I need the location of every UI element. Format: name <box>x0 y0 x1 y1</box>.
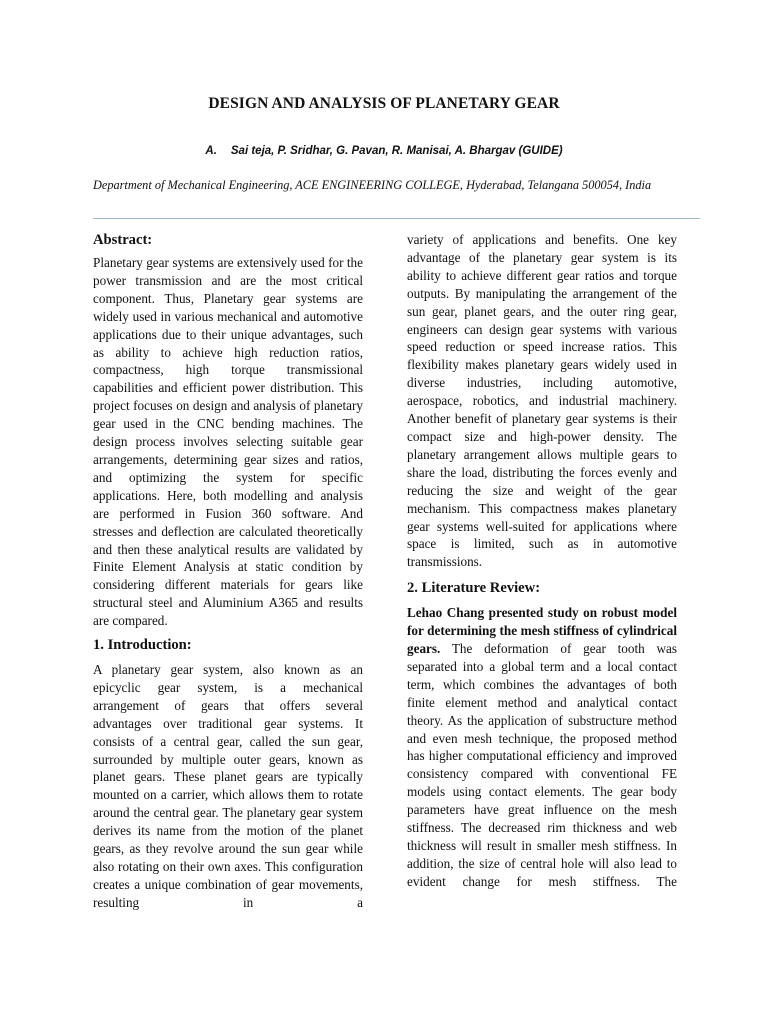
introduction-heading: 1. Introduction: <box>93 637 192 654</box>
right-column <box>407 231 677 891</box>
literature-lead-bold: Lehao Chang presented study on robust model for determining the mesh stiffness of cylindrical gears. <box>407 605 677 657</box>
literature-paragraph <box>407 604 677 891</box>
introduction-text-left: A planetary gear system, also known as an epicyclic gear system, is a mechanical arrangement of gears that offers several advantages over traditional gear systems. It consists of a central gear, called the sun gear, surrounded by multiple outer gears, known as planet gears. These planet gears are typically mounted on a carrier, which allows them to rotate around the central gear. The planetary gear system derives its name from the motion of the planet gears, as they revolve around the sun gear while also rotating on their own axes. This configuration creates a unique combination of gear movements, resulting in a <box>93 662 363 910</box>
literature-heading: 2. Literature Review: <box>407 580 541 597</box>
abstract-heading: Abstract: <box>93 232 153 248</box>
literature-text: The deformation of gear tooth was separated into a global term and a local contact term, which combines the advantages of both finite element method and analytical contact theory. As the application of substructure method and even mesh technique, the proposed method has higher computational efficiency and improved consistency compared with conventional FE models using contact elements. The gear body parameters have great influence on the mesh stiffness. The decreased rim thickness and web thickness will result in smaller mesh stiffness. In addition, the size of central hole will also lead to evident change for mesh stiffness. The <box>407 641 678 889</box>
introduction-block-left <box>93 661 363 912</box>
literature-block <box>407 604 677 891</box>
paper-title: DESIGN AND ANALYSIS OF PLANETARY GEAR <box>208 95 560 112</box>
affiliation: Department of Mechanical Engineering, ACE ENGINEERING COLLEGE, Hyderabad, Telangana 500054, India <box>93 178 652 192</box>
left-column <box>93 231 363 912</box>
author-list-marker: A. <box>205 145 217 157</box>
introduction-text-right: variety of applications and benefits. One key advantage of the planetary gear system is its ability to achieve different gear ratios and torque outputs. By manipulating the arrangement of the sun gear, planet gears, and the outer ring gear, engineers can design gear systems with various speed reduction or speed increase ratios. This flexibility makes planetary gears widely used in diverse industries, including automotive, aerospace, robotics, and industrial machinery. Another benefit of planetary gear systems is their compact size and high-power density. The planetary arrangement allows multiple gears to share the load, distributing the forces evenly and reducing the size and weight of the gear mechanism. This compactness makes planetary gear systems well-suited for applications where space is limited, such as in automotive transmissions. <box>407 232 677 570</box>
header-divider <box>93 218 700 219</box>
abstract-text: Planetary gear systems are extensively used for the power transmission and are the most critical component. Thus, Planetary gear systems are widely used in various mechanical and automotive applications due to their unique advantages, such as ability to achieve high reduction ratios, compactness, high torque transmissional capabilities and efficient power distribution. This project focuses on design and analysis of planetary gear used in the CNC bending machines. The design process involves selecting suitable gear arrangements, determining gear sizes and ratios, and optimizing the system for specific applications. Here, both modelling and analysis are performed in Fusion 360 software. And stresses and deflection are calculated theoretically and then these analytical results are validated by Finite Element Analysis at static condition by considering different materials for gears like structural steel and Aluminium A365 and results are compared. <box>93 255 363 629</box>
author-line <box>0 145 768 157</box>
author-names: Sai teja, P. Sridhar, G. Pavan, R. Manisai, A. Bhargav (GUIDE) <box>230 145 563 157</box>
